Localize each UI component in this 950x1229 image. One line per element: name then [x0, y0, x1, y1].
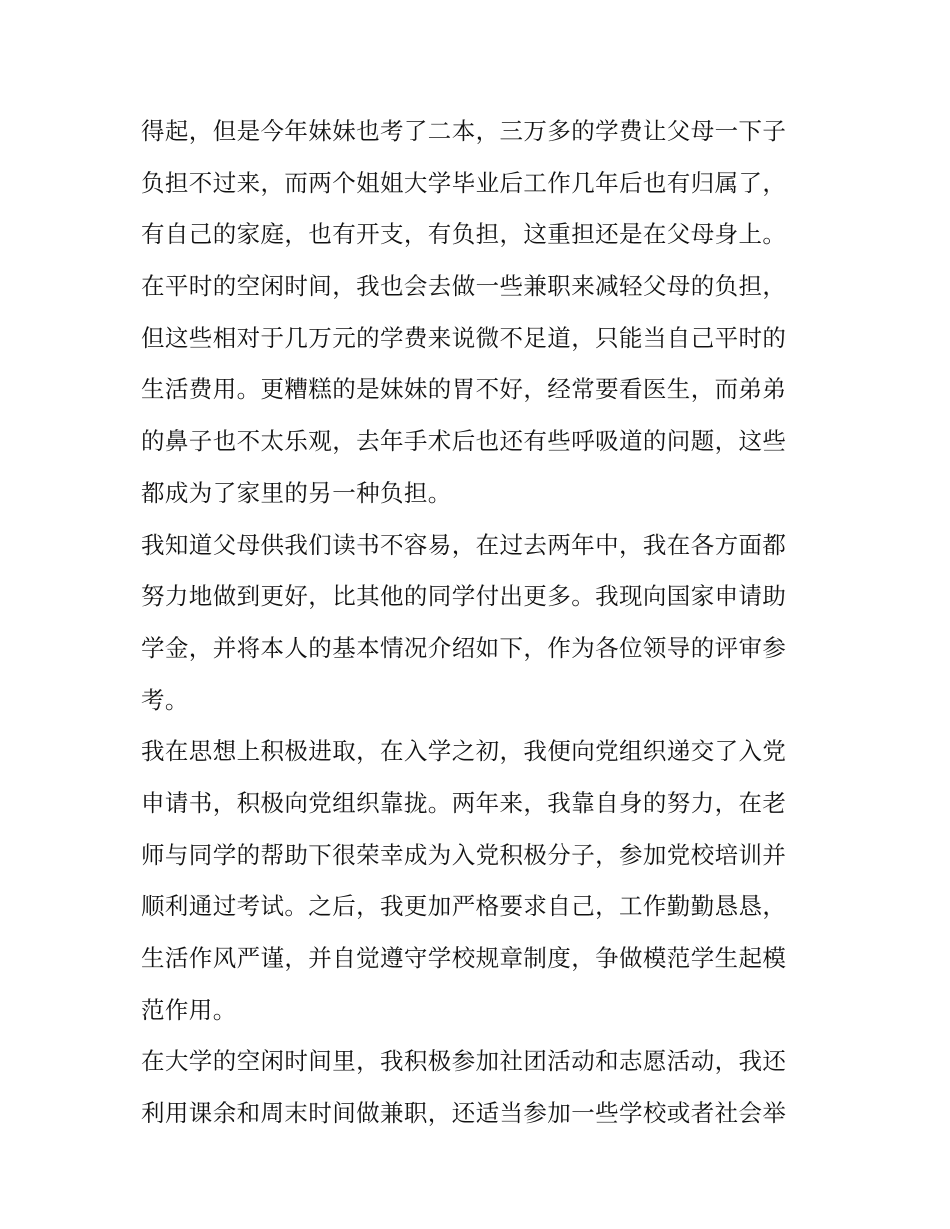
text-line: 利用课余和周末时间做兼职，还适当参加一些学校或者社会举 — [141, 1099, 787, 1128]
text-line: 负担不过来，而两个姐姐大学毕业后工作几年后也有归属了， — [141, 168, 787, 197]
text-line: 顺利通过考试。之后，我更加严格要求自己，工作勤勤恳恳， — [141, 892, 787, 921]
text-line: 在大学的空闲时间里，我积极参加社团活动和志愿活动，我还 — [141, 1047, 787, 1076]
text-line: 范作用。 — [141, 995, 237, 1024]
text-line: 在平时的空闲时间，我也会去做一些兼职来减轻父母的负担， — [141, 272, 787, 301]
text-line: 学金，并将本人的基本情况介绍如下，作为各位领导的评审参 — [141, 633, 787, 662]
text-line: 但这些相对于几万元的学费来说微不足道，只能当自己平时的 — [141, 323, 787, 352]
text-line: 生活费用。更糟糕的是妹妹的胃不好，经常要看医生，而弟弟 — [141, 375, 787, 404]
text-line: 申请书，积极向党组织靠拢。两年来，我靠自身的努力，在老 — [141, 788, 787, 817]
text-line: 考。 — [141, 685, 189, 714]
text-line: 都成为了家里的另一种负担。 — [141, 478, 452, 507]
text-line: 有自己的家庭，也有开支，有负担，这重担还是在父母身上。 — [141, 220, 787, 249]
text-line: 的鼻子也不太乐观，去年手术后也还有些呼吸道的问题，这些 — [141, 427, 787, 456]
text-line: 生活作风严谨，并自觉遵守学校规章制度，争做模范学生起模 — [141, 944, 787, 972]
text-line: 努力地做到更好，比其他的同学付出更多。我现向国家申请助 — [141, 582, 787, 611]
text-line: 我在思想上积极进取，在入学之初，我便向党组织递交了入党 — [141, 737, 787, 766]
text-line: 得起，但是今年妹妹也考了二本，三万多的学费让父母一下子 — [141, 117, 787, 145]
text-line: 师与同学的帮助下很荣幸成为入党积极分子，参加党校培训并 — [141, 840, 787, 869]
text-line: 我知道父母供我们读书不容易，在过去两年中，我在各方面都 — [141, 530, 787, 559]
body-text — [141, 106, 813, 1140]
